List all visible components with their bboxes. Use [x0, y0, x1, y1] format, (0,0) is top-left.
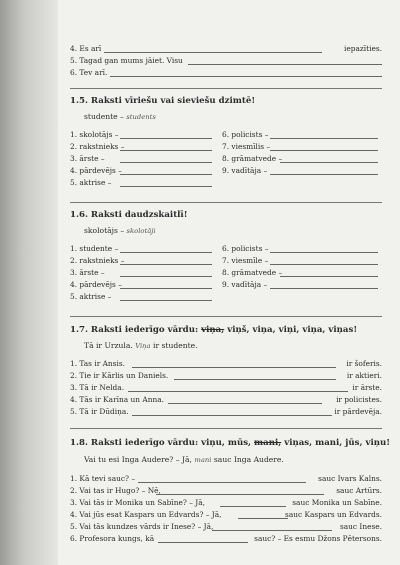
exercise-line: 1. skolotājs – 6. policists –	[70, 130, 382, 140]
answer-blank[interactable]	[270, 245, 378, 253]
example-line: Vai tu esi Inga Audere? – Jā, mani sauc Inga Audere.	[84, 455, 284, 464]
answer-blank[interactable]	[120, 143, 212, 151]
section-title: 1.7. Raksti iederīgo vārdu: viņa, viņš, viņa, viņi, viņa, viņas!	[70, 325, 358, 335]
answer-blank[interactable]	[280, 155, 378, 163]
divider	[70, 316, 382, 317]
answer-blank[interactable]	[156, 487, 324, 495]
answer-blank[interactable]	[132, 360, 336, 368]
answer-blank[interactable]	[120, 155, 212, 163]
answer-blank[interactable]	[120, 245, 212, 253]
answer-blank[interactable]	[132, 408, 332, 416]
exercise-line: 1. Tas ir Ansis. ir šoferis.	[70, 359, 382, 368]
exercise-line: 5. Tagad gan mums jāiet. Visu	[70, 56, 382, 66]
exercise-line: 4. pārdevējs – 9. vadītāja –	[70, 166, 382, 176]
exercise-line: 3. ārste – 8. grāmatvede –	[70, 154, 382, 164]
exercise-line: 6. Profesora kungs, kā sauc? – Es esmu Džons Pētersons.	[70, 534, 382, 543]
answer-blank[interactable]	[120, 131, 212, 139]
exercise-line: 3. Vai tās ir Monika un Sabīne? – Jā, sauc Monika un Sabīne.	[70, 498, 382, 507]
exercise-line: 1. studente – 6. policists –	[70, 244, 382, 254]
section-title: 1.6. Raksti daudzskaitlī!	[70, 210, 188, 220]
example-line: studente – students	[84, 112, 156, 121]
divider	[70, 88, 382, 89]
section-title: 1.5. Raksti vīriešu vai sieviešu dzimtē!	[70, 96, 256, 106]
exercise-line: 3. Tā ir Nelda. ir ārste.	[70, 383, 382, 392]
exercise-line: 2. rakstnieks – 7. viesmīlis –	[70, 142, 382, 152]
answer-blank[interactable]	[120, 293, 212, 301]
divider	[70, 428, 382, 429]
exercise-line: 5. aktrise –	[70, 178, 382, 188]
exercise-line: 5. aktrise –	[70, 292, 382, 302]
exercise-line: 5. Vai tās kundzes vārds ir Inese? – Jā, sauc Inese.	[70, 522, 382, 531]
answer-blank[interactable]	[128, 384, 348, 392]
answer-blank[interactable]	[220, 499, 286, 507]
answer-blank[interactable]	[120, 179, 212, 187]
exercise-line: 4. Es arī iepazīties.	[70, 44, 382, 53]
handwritten-answer: Viņa	[135, 342, 151, 350]
page-binding-shadow	[0, 0, 58, 565]
divider	[70, 202, 382, 203]
exercise-line: 2. Vai tas ir Hugo? – Nē, sauc Artūrs.	[70, 486, 382, 495]
handwritten-answer: students	[126, 113, 156, 121]
answer-blank[interactable]	[270, 281, 378, 289]
handwritten-answer: mani	[194, 456, 212, 464]
answer-blank[interactable]	[188, 57, 382, 65]
answer-blank[interactable]	[270, 131, 378, 139]
answer-blank[interactable]	[120, 269, 212, 277]
answer-blank[interactable]	[120, 281, 212, 289]
answer-blank[interactable]	[120, 167, 212, 175]
example-line: skolotājs – skolotāji	[84, 226, 156, 235]
answer-blank[interactable]	[270, 167, 378, 175]
example-line: Tā ir Urzula. Viņa ir studente.	[84, 341, 198, 350]
section-title: 1.8. Raksti iederīgo vārdu: viņu, mūs, mani, viņas, mani, jūs, viņu!	[70, 438, 390, 448]
exercise-line: 4. Vai jūs esat Kaspars un Edvards? – Jā, sauc Kaspars un Edvards.	[70, 510, 382, 519]
answer-blank[interactable]	[168, 396, 322, 404]
exercise-line: 2. Tie ir Kārlis un Daniels. ir aktieri.	[70, 371, 382, 380]
answer-blank[interactable]	[280, 269, 378, 277]
exercise-line: 2. rakstnieks – 7. viesmīle –	[70, 256, 382, 266]
answer-blank[interactable]	[110, 69, 382, 77]
answer-blank[interactable]	[138, 475, 306, 483]
answer-blank[interactable]	[174, 372, 336, 380]
exercise-line: 6. Tev arī.	[70, 68, 382, 78]
answer-blank[interactable]	[104, 45, 322, 53]
handwritten-answer: skolotāji	[126, 227, 156, 235]
answer-blank[interactable]	[238, 511, 288, 519]
answer-blank[interactable]	[158, 535, 248, 543]
answer-blank[interactable]	[120, 257, 212, 265]
exercise-line: 4. pārdevējs – 9. vadītāja –	[70, 280, 382, 290]
answer-blank[interactable]	[270, 143, 378, 151]
exercise-line: 3. ārste – 8. grāmatvede –	[70, 268, 382, 278]
exercise-line: 5. Tā ir Dūdiņa. ir pārdevēja.	[70, 407, 382, 416]
exercise-line: 4. Tās ir Karīna un Anna. ir policistes.	[70, 395, 382, 404]
exercise-line: 1. Kā tevi sauc? – sauc Ivars Kalns.	[70, 474, 382, 483]
answer-blank[interactable]	[212, 523, 332, 531]
answer-blank[interactable]	[270, 257, 378, 265]
